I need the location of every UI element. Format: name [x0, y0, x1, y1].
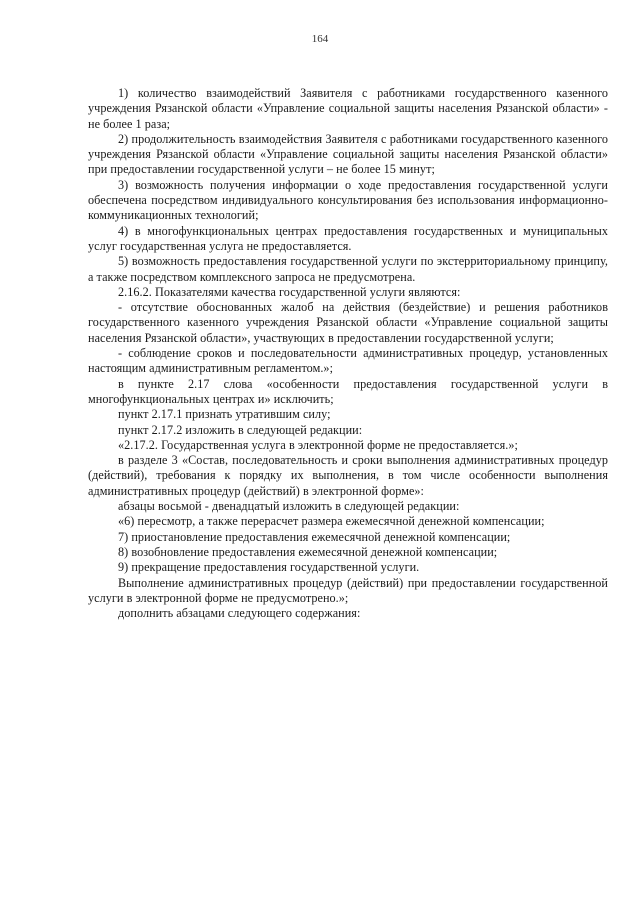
paragraph: дополнить абзацами следующего содержания:: [118, 606, 361, 621]
paragraph: 9) прекращение предоставления государственной услуги.: [118, 560, 420, 575]
paragraph: в разделе 3 «Состав, последовательность и сроки выполнения административных процедур (действий), требования к порядку их выполнения, в том числе особенности выполнения административных процедур (действий) в электронной форме»:: [88, 453, 608, 498]
paragraph: Выполнение административных процедур (действий) при предоставлении государственной услуги в электронной форме не предусмотрено.»;: [88, 575, 608, 605]
paragraph: «2.17.2. Государственная услуга в электронной форме не предоставляется.»;: [118, 437, 518, 452]
paragraph: 5) возможность предоставления государственной услуги по экстерриториальному принципу, а также посредством комплексного запроса не предусмотрена.: [88, 254, 608, 284]
paragraph: - соблюдение сроков и последовательности административных процедур, установленных настоящим административным регламентом.»;: [88, 346, 608, 376]
paragraph: в пункте 2.17 слова «особенности предоставления государственной услуги в многофункциональных центрах и» исключить;: [88, 376, 608, 406]
paragraph: «6) пересмотр, а также перерасчет размера ежемесячной денежной компенсации;: [118, 514, 545, 529]
paragraph: 3) возможность получения информации о ходе предоставления государственной услуги обеспечена посредством индивидуального консультирования без использования информационно-коммуникационных технологий;: [88, 177, 608, 223]
page-number: 164: [311, 33, 329, 45]
paragraph: - отсутствие обоснованных жалоб на действия (бездействие) и решения работников государственного казенного учреждения Рязанской области «Управление социальной защиты населения Рязанской области», участвующих в предоставлении государственной услуги;: [88, 300, 608, 345]
paragraph: 2.16.2. Показателями качества государственной услуги являются:: [118, 284, 461, 299]
paragraph: абзацы восьмой - двенадцатый изложить в следующей редакции:: [118, 499, 460, 514]
paragraph: 4) в многофункциональных центрах предоставления государственных и муниципальных услуг государственная услуга не предоставляется.: [88, 223, 608, 253]
paragraph: пункт 2.17.2 изложить в следующей редакции:: [118, 422, 363, 437]
paragraph: 1) количество взаимодействий Заявителя с работниками государственного казенного учреждения Рязанской области «Управление социальной защиты населения Рязанской области» - не более 1 раза;: [88, 86, 608, 131]
paragraph: 8) возобновление предоставления ежемесячной денежной компенсации;: [118, 544, 498, 559]
document-body: [88, 86, 608, 621]
paragraph: пункт 2.17.1 признать утратившим силу;: [118, 407, 331, 422]
paragraph: 2) продолжительность взаимодействия Заявителя с работниками государственного казенного учреждения Рязанской области «Управление социальной защиты населения Рязанской области» при предоставлении государственной услуги – не более 15 минут;: [88, 131, 608, 177]
paragraph: 7) приостановление предоставления ежемесячной денежной компенсации;: [118, 529, 511, 544]
